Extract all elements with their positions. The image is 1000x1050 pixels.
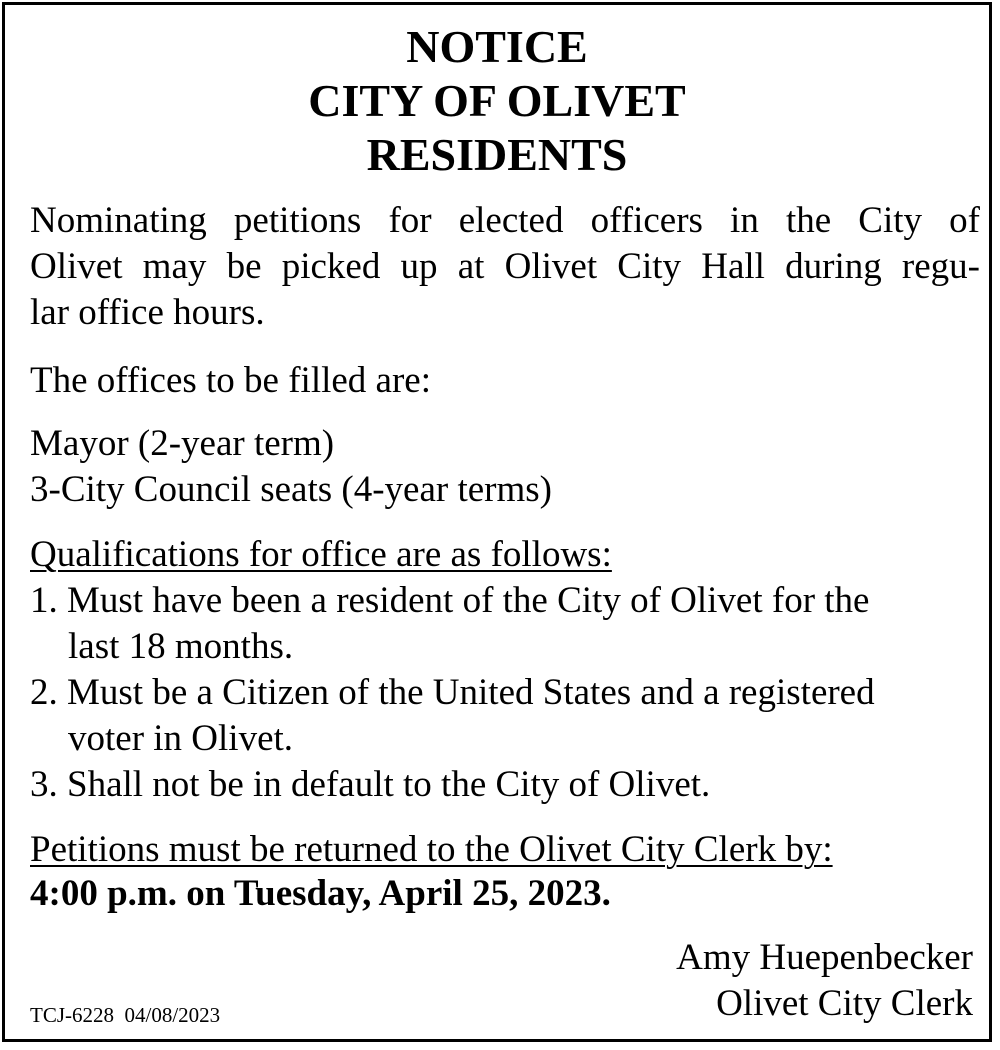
qualification-3: 3. Shall not be in default to the City of Olivet. — [30, 764, 711, 805]
qualification-2: 2. Must be a Citizen of the United States and a registered — [30, 672, 875, 713]
intro-line-2: Olivet may be picked up at Olivet City Hall during regu- — [30, 246, 980, 287]
notice-city: CITY OF OLIVET — [308, 75, 686, 126]
intro-line-1: Nominating petitions for elected officers in the City of — [30, 200, 980, 241]
qualification-1: 1. Must have been a resident of the City of Olivet for the — [30, 580, 870, 621]
qualifications-heading: Qualifications for office are as follows: — [30, 534, 612, 575]
deadline-datetime: 4:00 p.m. on Tuesday, April 25, 2023. — [30, 873, 611, 914]
office-item-council: 3-City Council seats (4-year terms) — [30, 469, 552, 510]
offices-lead: The offices to be filled are: — [30, 360, 432, 401]
notice-audience: RESIDENTS — [366, 129, 628, 180]
notice-reference: TCJ-6228 04/08/2023 — [30, 1003, 221, 1027]
intro-line-3: lar office hours. — [30, 292, 265, 333]
deadline-lead: Petitions must be returned to the Olivet City Clerk by: — [30, 829, 833, 870]
qualification-1-continued: last 18 months. — [68, 626, 294, 667]
legal-notice — [2, 2, 992, 1042]
signature-name: Amy Huepenbecker — [676, 937, 973, 978]
qualification-2-continued: voter in Olivet. — [68, 718, 294, 759]
signature-title: Olivet City Clerk — [716, 983, 973, 1024]
office-item-mayor: Mayor (2-year term) — [30, 423, 335, 464]
notice-title: NOTICE — [406, 21, 588, 72]
